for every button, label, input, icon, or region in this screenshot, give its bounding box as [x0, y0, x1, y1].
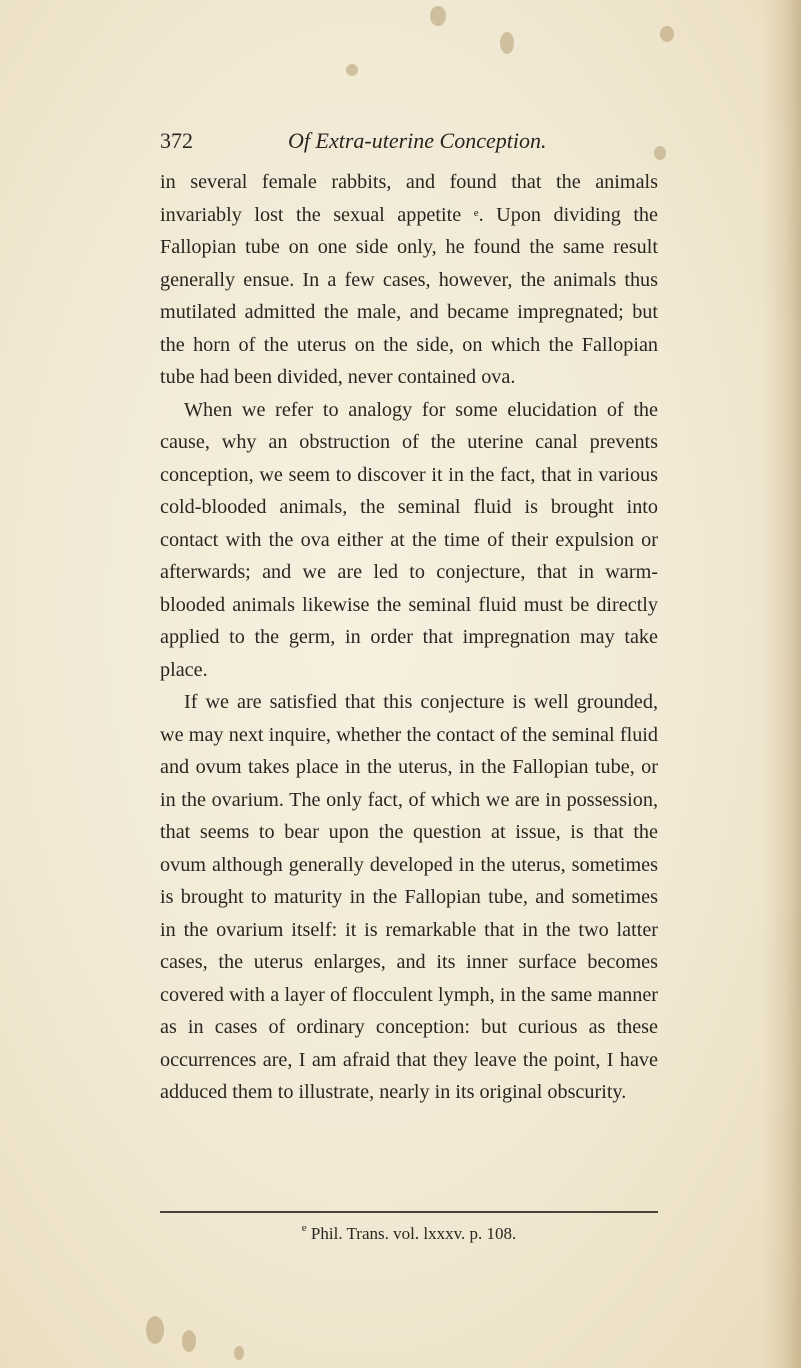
foxing-spot — [430, 6, 446, 26]
paragraph-2: When we refer to analogy for some elucidation of the cause, why an obstruction of the uterine canal prevents conception, we seem to discover it in the fact, that in various cold-blooded animals, the seminal fluid is brought into contact with the ova either at the time of their expulsion or afterwards; and we are led to conjecture, that in warm-blooded animals likewise the seminal fluid must be directly applied to the germ, in order that impregnation may take place. — [160, 398, 658, 681]
page-edge-shadow — [763, 0, 801, 1368]
footnote-rule — [160, 1211, 658, 1213]
foxing-spot — [660, 26, 674, 42]
paragraph-1 — [160, 166, 658, 394]
footnote-text: Phil. Trans. vol. lxxxv. p. 108. — [306, 1224, 517, 1243]
page-header — [160, 128, 680, 160]
paragraph-1-text-b: . Upon dividing the Fallopian tube on one side only, he found the same result generally ensue. In a few cases, however, the animals thus mutilated admitted the male, and became impregnated; but the horn of the uterus on the side, on which the Fallopian tube had been divided, never contained ova. — [160, 203, 658, 388]
body-text — [160, 166, 658, 1109]
foxing-spot — [146, 1316, 164, 1344]
footnote-marker: e — [301, 1222, 307, 1234]
paragraph-3: If we are satisfied that this conjecture is well grounded, we may next inquire, whether the contact of the seminal fluid and ovum takes place in the uterus, in the Fallopian tube, or in the ovarium. The only fact, of which we are in possession, that seems to bear upon the question at issue, is that the ovum although generally developed in the uterus, sometimes is brought to maturity in the Fallopian tube, and sometimes in the ovarium itself: it is remarkable that in the two latter cases, the uterus enlarges, and its inner surface becomes covered with a layer of flocculent lymph, in the same manner as in cases of ordinary conception: but curious as these occurrences are, I am afraid that they leave the point, I have adduced them to illustrate, nearly in its original obscurity. — [160, 691, 658, 1103]
running-title: Of Extra-uterine Conception. — [288, 128, 547, 153]
foxing-spot — [182, 1330, 196, 1352]
page-number: 372 — [160, 128, 193, 153]
foxing-spot — [346, 64, 358, 76]
footnote-reference: e — [473, 206, 479, 219]
footnote — [160, 1224, 658, 1244]
paragraph-1-text-a: in several female rabbits, and found that the animals invariably lost the sexual appetite — [160, 171, 658, 226]
foxing-spot — [500, 32, 514, 54]
foxing-spot — [234, 1346, 244, 1360]
